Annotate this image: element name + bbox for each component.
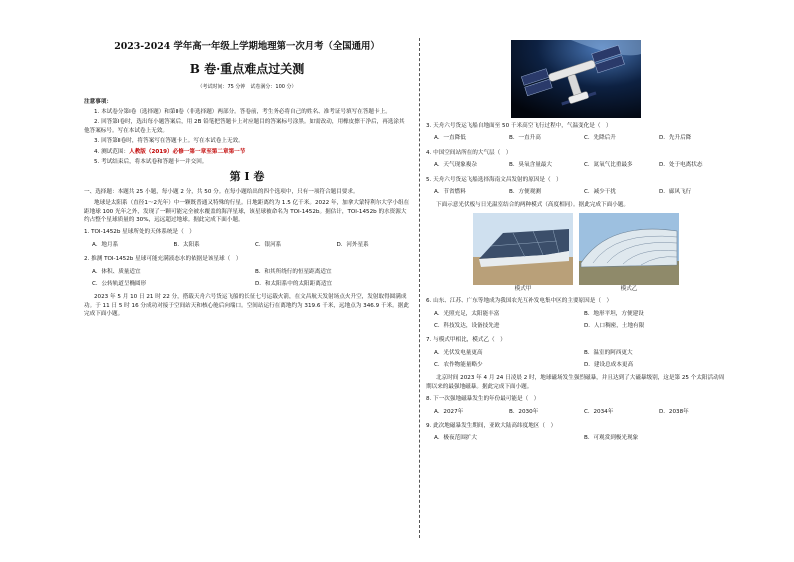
q5-option-a: A．节省燃料	[434, 188, 466, 195]
question-3: 3. 天舟六号货运飞船自地面至 50 千米高空飞行过程中，气温变化是（ ）	[426, 123, 612, 129]
q4-option-c: C．氮氧气比重最多	[584, 162, 633, 169]
model-a-caption: 模式甲	[514, 285, 532, 292]
q6-option-d: D．人口稠密，土地有限	[584, 322, 645, 329]
q3-option-a: A．一直降低	[434, 135, 466, 142]
q9-option-b: B．可观赏到极光现象	[584, 435, 639, 442]
q6-option-b: B．地形平坦，方便建设	[584, 310, 644, 317]
question-4-options	[426, 159, 726, 171]
passage-1: 地球是太阳系（直径1～2光年）中一颗既普通又特殊的行星。日地距离约为 1.5 亿千米。2022 年，加拿大蒙特利尔大学小组在距地球 100 光年之外，发现了一颗可能完全被水覆盖的海洋星球，该星球被命名为 TOI-1452b。据估计，TOI-1452b 的水资源大约占整个星球质量的 30%，远远超过地球。据此完成下面小题。	[84, 200, 410, 224]
question-4: 4. 中国空间站所在的大气层（ ）	[426, 149, 512, 156]
q8-option-d: D．2038年	[659, 408, 689, 415]
section-1-instructions: 一、选择题：本题共 25 小题，每小题 2 分，共 50 分。在每小题给出的四个选项中，只有一项符合题目要求。	[84, 188, 359, 195]
q7-option-c: C．农作物能量略少	[434, 362, 483, 369]
model-b	[579, 213, 679, 293]
q7-option-a: A．光伏发电量更高	[434, 349, 483, 356]
question-6-options	[426, 308, 726, 333]
question-1: 1. TOI-1452b 星球所处的天体系统是（ ）	[84, 229, 195, 236]
question-9-options	[426, 432, 726, 444]
q2-option-d: D．和太阳系中的太阳距离适宜	[255, 280, 333, 287]
model-b-caption: 模式乙	[620, 285, 638, 292]
q1-option-d: D．河外星系	[336, 241, 369, 248]
exam-info: （考试时间：75 分钟 试卷满分：100 分）	[197, 84, 297, 91]
greenhouse-models	[426, 213, 726, 293]
q2-option-c: C．公转轨道呈椭圆形	[92, 280, 147, 287]
note-4-prefix: 4. 测试范围：	[94, 148, 130, 155]
left-column	[84, 40, 410, 322]
note-1: 1. 本试卷分第Ⅰ卷（选择题）和第Ⅱ卷（非选择题）两部分。答卷前，考生务必将自己的姓名、准考证号填写在答题卡上。	[94, 109, 391, 115]
test-scope: 人教版（2019）必修一第一章至第二章第一节	[129, 148, 246, 155]
volume-heading: 第 Ⅰ 卷	[229, 170, 265, 184]
q4-option-a: A．天气现象複杂	[434, 162, 477, 169]
q5-option-b: B．方便观测	[509, 188, 541, 195]
question-5-options	[426, 186, 726, 198]
question-2-options	[84, 266, 410, 291]
q6-option-c: C．科技发达，设备技先进	[434, 322, 500, 329]
q1-option-c: C．银河系	[255, 241, 282, 248]
question-8-options	[426, 406, 726, 418]
question-8: 8. 下一次强地磁暴发生的年份最可能是（ ）	[426, 396, 540, 403]
question-7: 7. 与模式甲相比，模式乙（ ）	[426, 337, 506, 344]
q4-option-b: B．臭氧含量最大	[509, 162, 552, 169]
q9-option-a: A．极夜范围扩大	[434, 435, 477, 442]
note-5: 5. 考试结束后，将本试卷和答题卡一并交回。	[94, 158, 208, 165]
q3-option-c: C．先降后升	[584, 135, 616, 142]
right-column	[426, 40, 726, 447]
note-4	[84, 148, 410, 156]
note-3: 3. 回答第Ⅱ卷时，将答案写在答题卡上。写在本试卷上无效。	[94, 138, 244, 145]
passage-4: 北京时间 2023 年 4 月 24 日凌晨 2 时，地球磁场发生强烈磁暴，并且达到了大磁暴级别，这是第 25 个太阳活动周期以来的最强地磁暴。据此完成下面小题。	[426, 375, 725, 390]
q8-option-c: C．2034年	[584, 408, 614, 415]
model-a	[473, 213, 573, 293]
q2-option-a: A．体积、质量适宜	[92, 268, 141, 275]
q5-option-d: D．廊风飞行	[659, 188, 692, 195]
question-9: 9. 此次地磁暴发生期间，亚欧大陆高纬度地区（ ）	[426, 423, 557, 430]
q3-option-d: D．先升后降	[659, 135, 692, 142]
passage-3: 下面示意光伏板与日光温室结合的两种模式（高度相同）。据此完成下面小题。	[436, 202, 629, 209]
space-station-image	[511, 40, 641, 118]
question-3-options	[426, 132, 726, 144]
question-1-options	[84, 239, 410, 251]
passage-2: 2023 年 5 月 10 日 21 时 22 分，搭载天舟六号货运飞船的长征七号运载火箭，在文昌航天发射场点火升空，发射取得圆满成功。于 11 日 5 时 16 分成功对接于空间站天和核心舱后向端口。空间站运行在离地约为 319.6 千米，远地点为 346.9 千米。据此完成下面小题。	[84, 294, 409, 318]
question-7-options	[426, 347, 726, 372]
q1-option-b: B．太阳系	[173, 241, 200, 248]
question-5: 5. 天舟六号货运飞船选择海南文昌发射的原因是（ ）	[426, 176, 562, 183]
q3-option-b: B．一直升高	[509, 135, 541, 142]
q5-option-c: C．减少干扰	[584, 188, 616, 195]
q6-option-a: A．光照充足，太阳能丰富	[434, 310, 500, 317]
q8-option-b: B．2030年	[509, 408, 539, 415]
model-b-image	[579, 213, 679, 285]
q4-option-d: D．处于电离状态	[659, 162, 703, 169]
question-6: 6. 山东、江苏、广东等地成为我国农光互补发电集中区的主要原因是（ ）	[426, 298, 613, 305]
q8-option-a: A．2027年	[434, 408, 464, 415]
note-2: 2. 回答第Ⅰ卷时，选出每小题答案后，用 2B 铅笔把答题卡上对应题目的答案标号涂黑。如需改动，用橡皮擦干净后，再选涂其他答案标号。写在本试卷上无效。	[84, 119, 405, 134]
q1-option-a: A．地月系	[92, 241, 119, 248]
notes-title: 注意事项：	[84, 98, 112, 105]
exam-title: 2023-2024 学年高一年级上学期地理第一次月考（全国通用）	[114, 41, 380, 52]
column-divider	[419, 38, 420, 538]
q7-option-b: B．温室的阿西更大	[584, 349, 633, 356]
q2-option-b: B．和其所绕行的恒星距离适宜	[255, 268, 332, 275]
question-2: 2. 推测 TOI-1452b 星球可能充满液态水的依据是该星球（ ）	[84, 256, 242, 263]
exam-subtitle: B 卷·重点难点过关测	[189, 62, 305, 77]
q7-option-d: D．建设总成本更高	[584, 362, 634, 369]
model-a-image	[473, 213, 573, 285]
